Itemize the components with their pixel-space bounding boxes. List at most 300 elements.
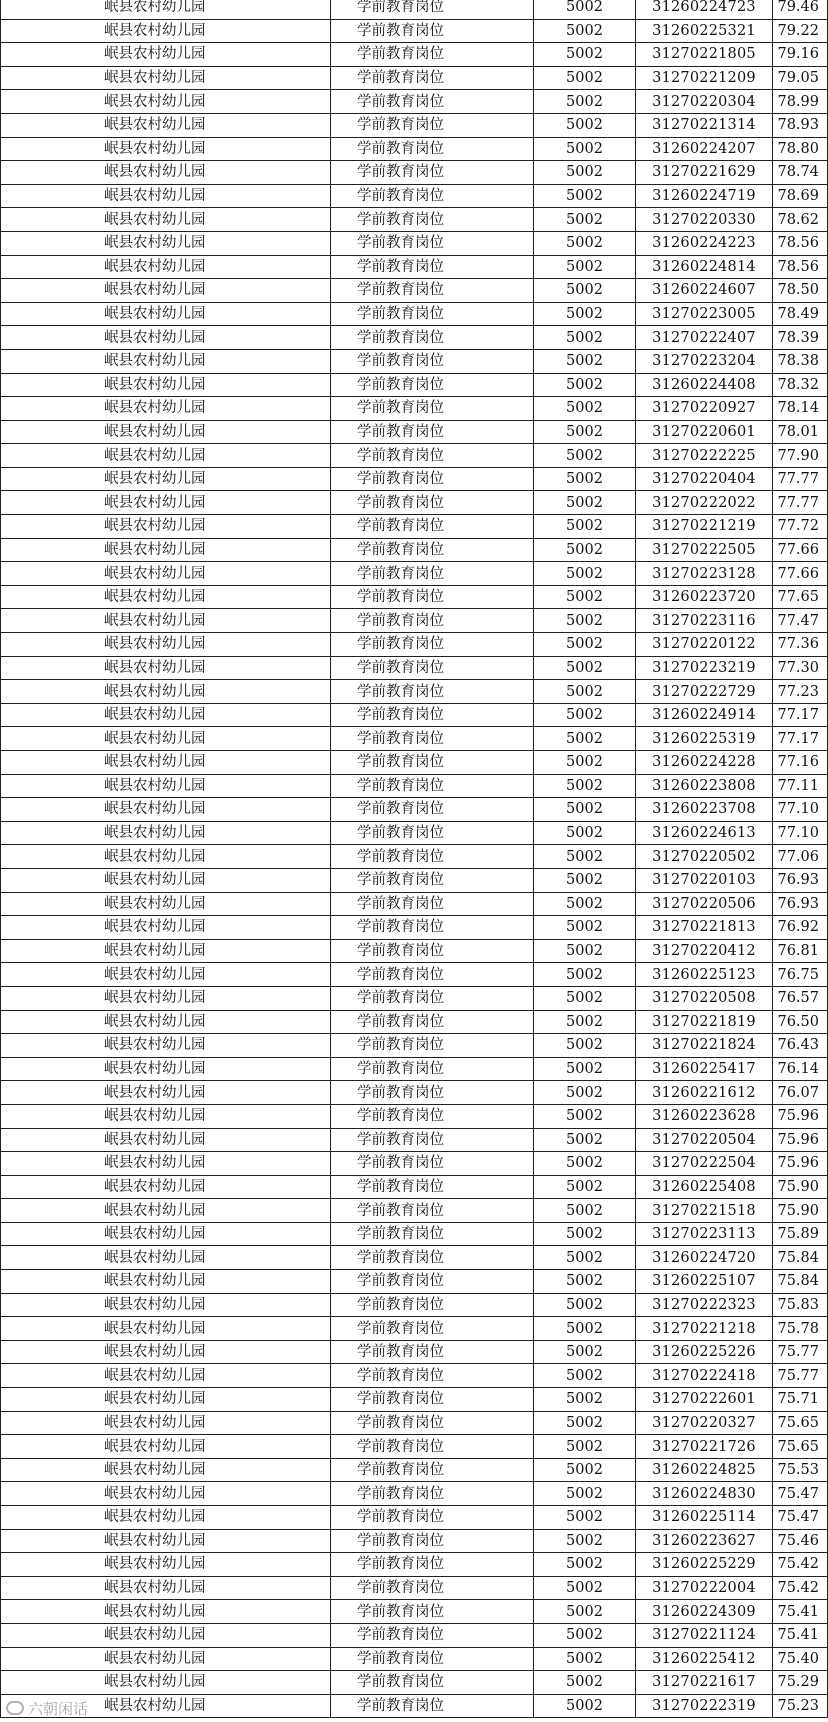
table-row: [1, 1104, 828, 1128]
exam-number-cell: 31260225412: [636, 1647, 773, 1671]
exam-number-cell: 31270220508: [636, 986, 773, 1010]
exam-number-cell: 31260223720: [636, 585, 773, 609]
post-cell: 学前教育岗位: [331, 302, 534, 326]
unit-cell: 岷县农村幼儿园: [1, 751, 331, 775]
score-cell: 76.07: [773, 1081, 828, 1105]
post-code-cell: 5002: [534, 1553, 636, 1577]
unit-cell: 岷县农村幼儿园: [1, 1246, 331, 1270]
table-row: [1, 1458, 828, 1482]
post-cell: 学前教育岗位: [331, 1435, 534, 1459]
exam-number-cell: 31260224814: [636, 255, 773, 279]
score-cell: 75.40: [773, 1647, 828, 1671]
post-code-cell: 5002: [534, 1364, 636, 1388]
table-row: [1, 1600, 828, 1624]
unit-cell: 岷县农村幼儿园: [1, 302, 331, 326]
score-cell: 76.81: [773, 939, 828, 963]
exam-number-cell: 31270223128: [636, 562, 773, 586]
exam-number-cell: 31270222504: [636, 1152, 773, 1176]
score-cell: 75.47: [773, 1506, 828, 1530]
exam-number-cell: 31260223808: [636, 774, 773, 798]
exam-number-cell: 31270222004: [636, 1576, 773, 1600]
table-row: [1, 633, 828, 657]
table-row: [1, 1411, 828, 1435]
table-row: [1, 184, 828, 208]
table-row: [1, 420, 828, 444]
table-row: [1, 868, 828, 892]
post-cell: 学前教育岗位: [331, 43, 534, 67]
unit-cell: 岷县农村幼儿园: [1, 845, 331, 869]
post-cell: 学前教育岗位: [331, 1317, 534, 1341]
post-code-cell: 5002: [534, 1270, 636, 1294]
table-row: [1, 727, 828, 751]
exam-number-cell: 31260224613: [636, 821, 773, 845]
unit-cell: 岷县农村幼儿园: [1, 1600, 331, 1624]
post-cell: 学前教育岗位: [331, 113, 534, 137]
unit-cell: 岷县农村幼儿园: [1, 1317, 331, 1341]
unit-cell: 岷县农村幼儿园: [1, 1647, 331, 1671]
exam-number-cell: 31270220304: [636, 90, 773, 114]
watermark: [6, 1696, 88, 1720]
unit-cell: 岷县农村幼儿园: [1, 821, 331, 845]
table-row: [1, 1388, 828, 1412]
exam-number-cell: 31260224723: [636, 0, 773, 19]
unit-cell: 岷县农村幼儿园: [1, 1010, 331, 1034]
score-cell: 76.50: [773, 1010, 828, 1034]
post-code-cell: 5002: [534, 1128, 636, 1152]
post-code-cell: 5002: [534, 1317, 636, 1341]
post-cell: 学前教育岗位: [331, 892, 534, 916]
table-row: [1, 1317, 828, 1341]
exam-number-cell: 31270222022: [636, 491, 773, 515]
exam-number-cell: 31260224309: [636, 1600, 773, 1624]
unit-cell: 岷县农村幼儿园: [1, 1458, 331, 1482]
watermark-text: 六朝闲话: [28, 1699, 89, 1718]
table-row: [1, 515, 828, 539]
exam-number-cell: 31260225319: [636, 727, 773, 751]
post-cell: 学前教育岗位: [331, 1128, 534, 1152]
post-code-cell: 5002: [534, 703, 636, 727]
post-cell: 学前教育岗位: [331, 1199, 534, 1223]
results-table-body: [1, 0, 828, 1718]
table-row: [1, 1576, 828, 1600]
unit-cell: 岷县农村幼儿园: [1, 1175, 331, 1199]
post-cell: 学前教育岗位: [331, 19, 534, 43]
post-cell: 学前教育岗位: [331, 1222, 534, 1246]
post-code-cell: 5002: [534, 66, 636, 90]
exam-number-cell: 31260224825: [636, 1458, 773, 1482]
exam-number-cell: 31270221824: [636, 1034, 773, 1058]
exam-number-cell: 31270221629: [636, 161, 773, 185]
post-code-cell: 5002: [534, 538, 636, 562]
unit-cell: 岷县农村幼儿园: [1, 255, 331, 279]
exam-number-cell: 31270221209: [636, 66, 773, 90]
score-cell: 76.93: [773, 892, 828, 916]
unit-cell: 岷县农村幼儿园: [1, 1128, 331, 1152]
score-cell: 75.42: [773, 1576, 828, 1600]
post-code-cell: 5002: [534, 798, 636, 822]
post-code-cell: 5002: [534, 1293, 636, 1317]
exam-number-cell: 31260223708: [636, 798, 773, 822]
table-row: [1, 1671, 828, 1695]
score-cell: 75.65: [773, 1435, 828, 1459]
unit-cell: 岷县农村幼儿园: [1, 774, 331, 798]
post-cell: 学前教育岗位: [331, 184, 534, 208]
post-cell: 学前教育岗位: [331, 585, 534, 609]
table-row: [1, 1246, 828, 1270]
table-row: [1, 1222, 828, 1246]
post-cell: 学前教育岗位: [331, 1340, 534, 1364]
post-code-cell: 5002: [534, 467, 636, 491]
unit-cell: 岷县农村幼儿园: [1, 184, 331, 208]
unit-cell: 岷县农村幼儿园: [1, 1293, 331, 1317]
table-row: [1, 467, 828, 491]
post-cell: 学前教育岗位: [331, 1081, 534, 1105]
unit-cell: 岷县农村幼儿园: [1, 1482, 331, 1506]
score-cell: 78.80: [773, 137, 828, 161]
table-row: [1, 66, 828, 90]
post-code-cell: 5002: [534, 1435, 636, 1459]
post-cell: 学前教育岗位: [331, 1647, 534, 1671]
post-code-cell: 5002: [534, 1199, 636, 1223]
table-row: [1, 113, 828, 137]
table-row: [1, 1081, 828, 1105]
unit-cell: 岷县农村幼儿园: [1, 113, 331, 137]
unit-cell: 岷县农村幼儿园: [1, 515, 331, 539]
exam-number-cell: 31270220504: [636, 1128, 773, 1152]
exam-number-cell: 31270222729: [636, 680, 773, 704]
score-cell: 77.30: [773, 656, 828, 680]
table-row: [1, 1435, 828, 1459]
post-cell: 学前教育岗位: [331, 986, 534, 1010]
score-cell: 75.65: [773, 1411, 828, 1435]
post-cell: 学前教育岗位: [331, 0, 534, 19]
post-code-cell: 5002: [534, 349, 636, 373]
post-code-cell: 5002: [534, 680, 636, 704]
table-row: [1, 1482, 828, 1506]
exam-number-cell: 31260224228: [636, 751, 773, 775]
score-cell: 77.77: [773, 491, 828, 515]
table-row: [1, 1364, 828, 1388]
post-code-cell: 5002: [534, 444, 636, 468]
post-code-cell: 5002: [534, 868, 636, 892]
table-row: [1, 892, 828, 916]
post-cell: 学前教育岗位: [331, 845, 534, 869]
post-code-cell: 5002: [534, 1529, 636, 1553]
post-cell: 学前教育岗位: [331, 727, 534, 751]
post-code-cell: 5002: [534, 1340, 636, 1364]
table-row: [1, 326, 828, 350]
table-row: [1, 231, 828, 255]
unit-cell: 岷县农村幼儿园: [1, 1435, 331, 1459]
score-cell: 77.10: [773, 821, 828, 845]
post-cell: 学前教育岗位: [331, 491, 534, 515]
post-code-cell: 5002: [534, 1458, 636, 1482]
exam-number-cell: 31260221612: [636, 1081, 773, 1105]
exam-number-cell: 31270220506: [636, 892, 773, 916]
unit-cell: 岷县农村幼儿园: [1, 444, 331, 468]
exam-number-cell: 31260224408: [636, 373, 773, 397]
score-cell: 75.96: [773, 1152, 828, 1176]
score-cell: 78.39: [773, 326, 828, 350]
post-cell: 学前教育岗位: [331, 609, 534, 633]
exam-number-cell: 31270221314: [636, 113, 773, 137]
post-code-cell: 5002: [534, 90, 636, 114]
table-row: [1, 1199, 828, 1223]
post-cell: 学前教育岗位: [331, 1553, 534, 1577]
exam-number-cell: 31270221124: [636, 1623, 773, 1647]
exam-number-cell: 31270221218: [636, 1317, 773, 1341]
post-cell: 学前教育岗位: [331, 279, 534, 303]
post-code-cell: 5002: [534, 1175, 636, 1199]
score-cell: 78.56: [773, 231, 828, 255]
score-cell: 79.05: [773, 66, 828, 90]
exam-number-cell: 31260225123: [636, 963, 773, 987]
post-cell: 学前教育岗位: [331, 1034, 534, 1058]
exam-number-cell: 31270223204: [636, 349, 773, 373]
table-row: [1, 939, 828, 963]
table-row: [1, 538, 828, 562]
post-code-cell: 5002: [534, 1623, 636, 1647]
unit-cell: 岷县农村幼儿园: [1, 231, 331, 255]
score-cell: 75.29: [773, 1671, 828, 1695]
table-row: [1, 1010, 828, 1034]
post-code-cell: 5002: [534, 1152, 636, 1176]
post-code-cell: 5002: [534, 161, 636, 185]
post-code-cell: 5002: [534, 1222, 636, 1246]
unit-cell: 岷县农村幼儿园: [1, 1340, 331, 1364]
table-row: [1, 1152, 828, 1176]
table-row: [1, 562, 828, 586]
post-code-cell: 5002: [534, 562, 636, 586]
table-row: [1, 798, 828, 822]
unit-cell: 岷县农村幼儿园: [1, 609, 331, 633]
post-code-cell: 5002: [534, 302, 636, 326]
unit-cell: 岷县农村幼儿园: [1, 1057, 331, 1081]
score-cell: 78.38: [773, 349, 828, 373]
exam-number-cell: 31270221805: [636, 43, 773, 67]
table-row: [1, 774, 828, 798]
post-cell: 学前教育岗位: [331, 939, 534, 963]
table-row: [1, 373, 828, 397]
post-cell: 学前教育岗位: [331, 1623, 534, 1647]
score-cell: 79.46: [773, 0, 828, 19]
post-code-cell: 5002: [534, 491, 636, 515]
post-cell: 学前教育岗位: [331, 1600, 534, 1624]
score-cell: 75.96: [773, 1104, 828, 1128]
table-row: [1, 0, 828, 19]
table-row: [1, 161, 828, 185]
unit-cell: 岷县农村幼儿园: [1, 1411, 331, 1435]
chat-bubble-icon: [6, 1701, 24, 1715]
score-cell: 77.77: [773, 467, 828, 491]
post-cell: 学前教育岗位: [331, 444, 534, 468]
unit-cell: 岷县农村幼儿园: [1, 916, 331, 940]
exam-number-cell: 31270220927: [636, 397, 773, 421]
exam-number-cell: 31270220327: [636, 1411, 773, 1435]
table-row: [1, 821, 828, 845]
table-row: [1, 1340, 828, 1364]
post-cell: 学前教育岗位: [331, 916, 534, 940]
post-cell: 学前教育岗位: [331, 255, 534, 279]
unit-cell: 岷县农村幼儿园: [1, 0, 331, 19]
score-cell: 75.83: [773, 1293, 828, 1317]
score-cell: 78.62: [773, 208, 828, 232]
post-code-cell: 5002: [534, 231, 636, 255]
unit-cell: 岷县农村幼儿园: [1, 1104, 331, 1128]
post-cell: 学前教育岗位: [331, 137, 534, 161]
unit-cell: 岷县农村幼儿园: [1, 703, 331, 727]
table-row: [1, 491, 828, 515]
post-code-cell: 5002: [534, 184, 636, 208]
table-row: [1, 845, 828, 869]
unit-cell: 岷县农村幼儿园: [1, 868, 331, 892]
unit-cell: 岷县农村幼儿园: [1, 727, 331, 751]
post-cell: 学前教育岗位: [331, 751, 534, 775]
table-row: [1, 302, 828, 326]
post-cell: 学前教育岗位: [331, 1576, 534, 1600]
table-row: [1, 916, 828, 940]
post-code-cell: 5002: [534, 279, 636, 303]
unit-cell: 岷县农村幼儿园: [1, 208, 331, 232]
score-cell: 76.14: [773, 1057, 828, 1081]
post-cell: 学前教育岗位: [331, 562, 534, 586]
table-row: [1, 444, 828, 468]
post-code-cell: 5002: [534, 656, 636, 680]
unit-cell: 岷县农村幼儿园: [1, 349, 331, 373]
table-row: [1, 1057, 828, 1081]
table-row: [1, 137, 828, 161]
post-code-cell: 5002: [534, 113, 636, 137]
table-row: [1, 1175, 828, 1199]
post-code-cell: 5002: [534, 1388, 636, 1412]
exam-number-cell: 31270223113: [636, 1222, 773, 1246]
exam-number-cell: 31270221819: [636, 1010, 773, 1034]
post-cell: 学前教育岗位: [331, 373, 534, 397]
post-code-cell: 5002: [534, 137, 636, 161]
unit-cell: 岷县农村幼儿园: [1, 1671, 331, 1695]
exam-number-cell: 31270221518: [636, 1199, 773, 1223]
table-row: [1, 279, 828, 303]
post-code-cell: 5002: [534, 986, 636, 1010]
post-code-cell: 5002: [534, 373, 636, 397]
exam-number-cell: 31270222319: [636, 1694, 773, 1718]
exam-number-cell: 31260225226: [636, 1340, 773, 1364]
exam-number-cell: 31260224719: [636, 184, 773, 208]
score-cell: 76.43: [773, 1034, 828, 1058]
unit-cell: 岷县农村幼儿园: [1, 1623, 331, 1647]
score-cell: 78.50: [773, 279, 828, 303]
exam-number-cell: 31270220330: [636, 208, 773, 232]
table-row: [1, 208, 828, 232]
score-cell: 77.23: [773, 680, 828, 704]
table-row: [1, 1553, 828, 1577]
score-cell: 77.06: [773, 845, 828, 869]
post-code-cell: 5002: [534, 1482, 636, 1506]
post-cell: 学前教育岗位: [331, 868, 534, 892]
exam-number-cell: 31270221219: [636, 515, 773, 539]
unit-cell: 岷县农村幼儿园: [1, 1034, 331, 1058]
score-cell: 75.71: [773, 1388, 828, 1412]
score-cell: 79.16: [773, 43, 828, 67]
exam-number-cell: 31260225107: [636, 1270, 773, 1294]
exam-number-cell: 31260224830: [636, 1482, 773, 1506]
table-row: [1, 1293, 828, 1317]
post-code-cell: 5002: [534, 633, 636, 657]
post-code-cell: 5002: [534, 609, 636, 633]
post-cell: 学前教育岗位: [331, 1104, 534, 1128]
score-cell: 75.47: [773, 1482, 828, 1506]
table-row: [1, 255, 828, 279]
exam-number-cell: 31270220502: [636, 845, 773, 869]
table-row: [1, 90, 828, 114]
post-code-cell: 5002: [534, 515, 636, 539]
score-cell: 75.41: [773, 1623, 828, 1647]
exam-number-cell: 31270220412: [636, 939, 773, 963]
post-cell: 学前教育岗位: [331, 798, 534, 822]
unit-cell: 岷县农村幼儿园: [1, 1576, 331, 1600]
score-cell: 75.78: [773, 1317, 828, 1341]
unit-cell: 岷县农村幼儿园: [1, 1199, 331, 1223]
post-cell: 学前教育岗位: [331, 1246, 534, 1270]
post-code-cell: 5002: [534, 420, 636, 444]
score-cell: 77.17: [773, 727, 828, 751]
post-code-cell: 5002: [534, 1104, 636, 1128]
post-code-cell: 5002: [534, 1600, 636, 1624]
post-code-cell: 5002: [534, 1057, 636, 1081]
post-cell: 学前教育岗位: [331, 821, 534, 845]
post-code-cell: 5002: [534, 821, 636, 845]
post-cell: 学前教育岗位: [331, 774, 534, 798]
score-cell: 75.90: [773, 1175, 828, 1199]
score-cell: 77.72: [773, 515, 828, 539]
score-cell: 75.46: [773, 1529, 828, 1553]
post-cell: 学前教育岗位: [331, 1671, 534, 1695]
exam-number-cell: 31270222323: [636, 1293, 773, 1317]
score-cell: 76.75: [773, 963, 828, 987]
table-row: [1, 1647, 828, 1671]
exam-number-cell: 31270222601: [636, 1388, 773, 1412]
score-cell: 77.47: [773, 609, 828, 633]
post-code-cell: 5002: [534, 774, 636, 798]
table-row: [1, 1034, 828, 1058]
post-code-cell: 5002: [534, 1010, 636, 1034]
post-code-cell: 5002: [534, 0, 636, 19]
score-cell: 78.01: [773, 420, 828, 444]
post-cell: 学前教育岗位: [331, 1458, 534, 1482]
post-cell: 学前教育岗位: [331, 66, 534, 90]
post-cell: 学前教育岗位: [331, 1529, 534, 1553]
score-cell: 78.49: [773, 302, 828, 326]
post-code-cell: 5002: [534, 916, 636, 940]
exam-number-cell: 31260224223: [636, 231, 773, 255]
score-cell: 75.96: [773, 1128, 828, 1152]
score-cell: 75.53: [773, 1458, 828, 1482]
score-cell: 77.17: [773, 703, 828, 727]
post-code-cell: 5002: [534, 845, 636, 869]
table-row: [1, 1694, 828, 1718]
exam-number-cell: 31260224914: [636, 703, 773, 727]
score-cell: 77.10: [773, 798, 828, 822]
score-cell: 75.42: [773, 1553, 828, 1577]
score-cell: 78.99: [773, 90, 828, 114]
unit-cell: 岷县农村幼儿园: [1, 161, 331, 185]
table-row: [1, 349, 828, 373]
unit-cell: 岷县农村幼儿园: [1, 798, 331, 822]
post-code-cell: 5002: [534, 963, 636, 987]
post-code-cell: 5002: [534, 1081, 636, 1105]
unit-cell: 岷县农村幼儿园: [1, 1364, 331, 1388]
exam-number-cell: 31270222407: [636, 326, 773, 350]
